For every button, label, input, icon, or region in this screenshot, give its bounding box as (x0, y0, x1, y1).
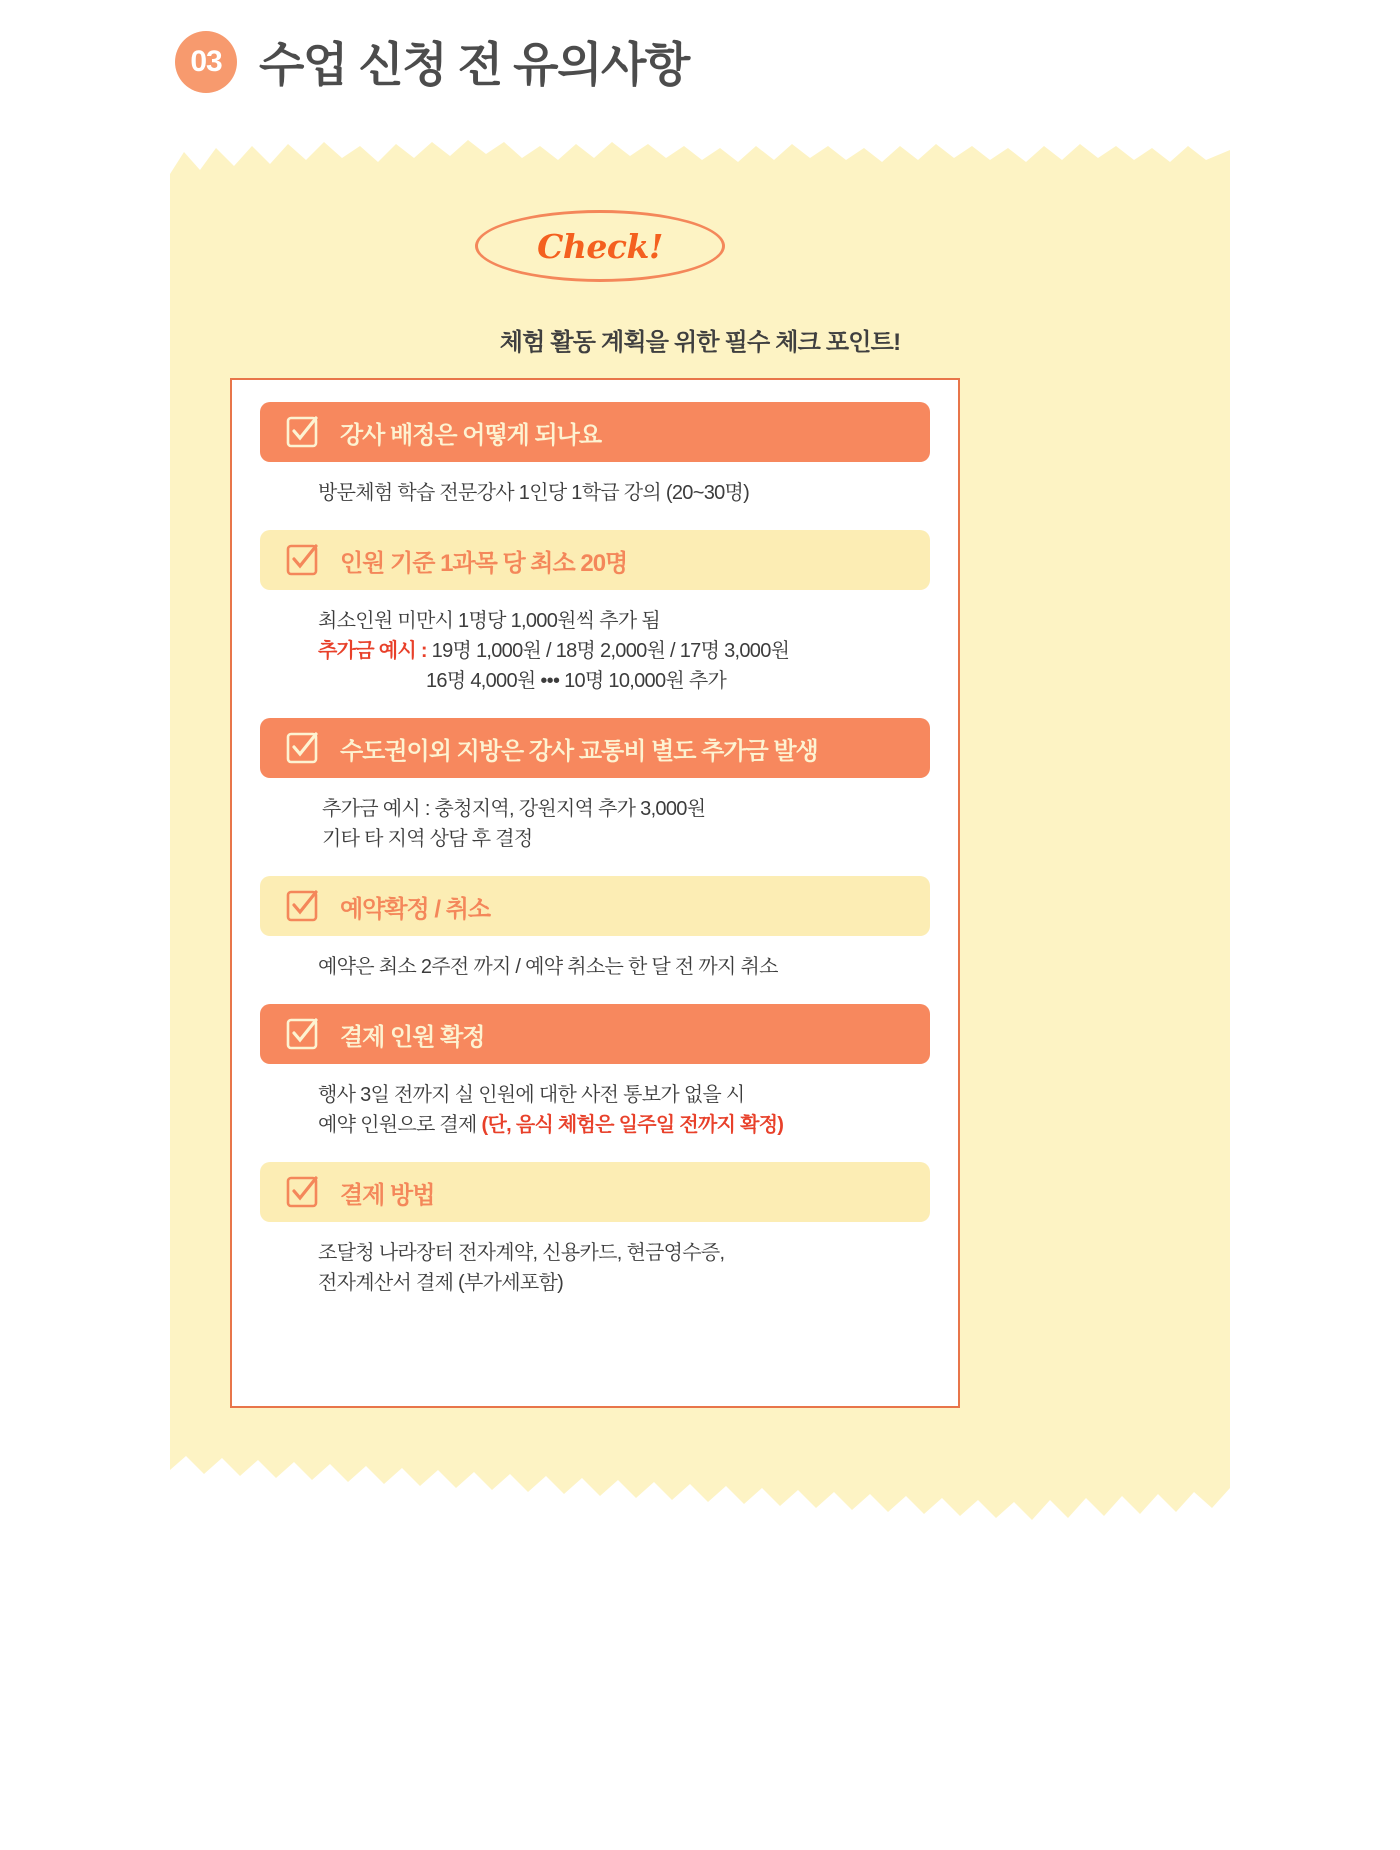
checklist-item-header (260, 1162, 930, 1222)
checklist-item-header (260, 530, 930, 590)
checklist-item (260, 1004, 930, 1158)
checklist-item-header (260, 402, 930, 462)
checklist-item-header (260, 876, 930, 936)
check-badge-label: Check! (537, 226, 663, 266)
checklist-item-description (260, 1222, 930, 1316)
checklist-item-label: 인원 기준 1과목 당 최소 20명 (340, 549, 628, 577)
description-line: 전자계산서 결제 (부가세포함) (318, 1272, 564, 1294)
checkbox-icon (286, 416, 318, 448)
checklist-item-label: 예약확정 / 취소 (340, 895, 491, 923)
checklist-item (260, 1162, 930, 1316)
checklist-item-description (260, 936, 930, 1000)
checklist-item-description (260, 778, 930, 872)
panel-subtitle: 체험 활동 계획을 위한 필수 체크 포인트! (499, 329, 901, 356)
checkbox-icon (286, 890, 318, 922)
checklist-item-description (260, 462, 930, 526)
description-line: 행사 3일 전까지 실 인원에 대한 사전 통보가 없을 시 (318, 1084, 745, 1106)
checklist-item-label: 결제 인원 확정 (340, 1023, 485, 1051)
page-title: 수업 신청 전 유의사항 (259, 38, 689, 91)
description-line: 추가금 예시 : 충청지역, 강원지역 추가 3,000원 (322, 798, 706, 820)
checklist-item-description (260, 1064, 930, 1158)
checklist-item (260, 402, 930, 526)
checklist-item-label: 수도권이외 지방은 강사 교통비 별도 추가금 발생 (340, 737, 818, 765)
description-emphasis: (단, 음식 체험은 일주일 전까지 확정) (481, 1114, 784, 1136)
description-emphasis: 추가금 예시 : (318, 640, 432, 662)
step-number-badge: 03 (175, 31, 237, 93)
description-line: 16명 4,000원 ••• 10명 10,000원 추가 (426, 670, 727, 692)
description-line: 예약은 최소 2주전 까지 / 예약 취소는 한 달 전 까지 취소 (318, 956, 778, 978)
checkbox-icon (286, 1176, 318, 1208)
description-line (318, 1110, 930, 1140)
description-text: 19명 1,000원 / 18명 2,000원 / 17명 3,000원 (431, 640, 790, 662)
checklist-item-header (260, 718, 930, 778)
description-line: 최소인원 미만시 1명당 1,000원씩 추가 됨 (318, 610, 660, 632)
checklist-item-label: 강사 배정은 어떻게 되나요 (340, 421, 602, 449)
check-badge (475, 210, 725, 282)
checklist-item-label: 결제 방법 (340, 1181, 435, 1209)
checklist-box (230, 378, 960, 1408)
torn-paper-panel (170, 140, 1230, 1520)
checklist-item-header (260, 1004, 930, 1064)
description-line: 방문체험 학습 전문강사 1인당 1학급 강의 (20~30명) (318, 482, 750, 504)
description-line: 기타 타 지역 상담 후 결정 (322, 828, 533, 850)
page-header (175, 28, 689, 95)
checkbox-icon (286, 544, 318, 576)
checkbox-icon (286, 1018, 318, 1050)
description-text: 예약 인원으로 결제 (318, 1114, 482, 1136)
checklist-item (260, 876, 930, 1000)
description-line: 조달청 나라장터 전자계약, 신용카드, 현금영수증, (318, 1242, 725, 1264)
checkbox-icon (286, 732, 318, 764)
checklist-item (260, 530, 930, 714)
description-line (318, 636, 930, 666)
checklist-item (260, 718, 930, 872)
checklist-item-description (260, 590, 930, 714)
